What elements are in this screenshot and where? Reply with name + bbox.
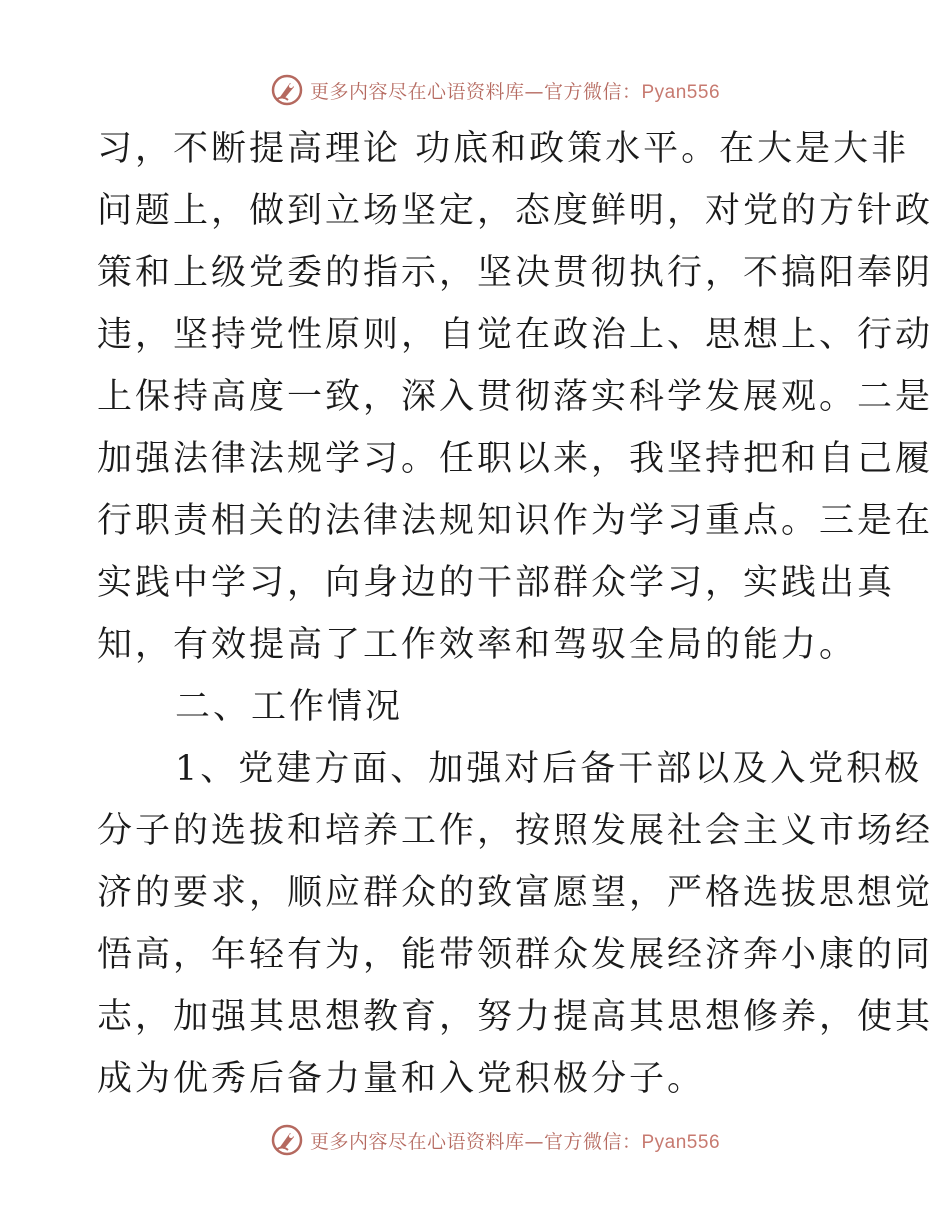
watermark-text: 更多内容尽在心语资料库—官方微信：Pyan556 [309, 1130, 721, 1153]
document-body [97, 118, 934, 1110]
header-watermark [0, 70, 950, 110]
paragraph-line: 实践中学习，向身边的干部群众学习，实践出真 [97, 563, 896, 603]
paragraph-line: 成为优秀后备力量和入党积极分子。 [97, 1059, 706, 1099]
paragraph-line: 违，坚持党性原则，自觉在政治上、思想上、行动 [97, 315, 934, 355]
paragraph-line: 济的要求，顺应群众的致富愿望，严格选拔思想觉 [97, 873, 934, 913]
paragraph-line: 上保持高度一致，深入贯彻落实科学发展观。二是 [97, 377, 934, 417]
paragraph-line: 行职责相关的法律法规知识作为学习重点。三是在 [97, 501, 934, 541]
paragraph-line: 志，加强其思想教育，努力提高其思想修养，使其 [97, 997, 934, 1037]
paragraph-line: 悟高，年轻有为，能带领群众发展经济奔小康的同 [97, 935, 934, 975]
pen-nib-seal-icon [270, 1123, 304, 1157]
paragraph-line: 习，不断提高理论 功底和政策水平。在大是大非 [97, 129, 910, 169]
pen-nib-seal-icon [270, 73, 304, 107]
paragraph-line: 问题上，做到立场坚定，态度鲜明，对党的方针政 [97, 191, 934, 231]
paragraph-line: 分子的选拔和培养工作，按照发展社会主义市场经 [97, 811, 934, 851]
paragraph-line: 策和上级党委的指示，坚决贯彻执行，不搞阳奉阴 [97, 253, 934, 293]
watermark-text: 更多内容尽在心语资料库—官方微信：Pyan556 [309, 80, 721, 103]
paragraph-line: 知，有效提高了工作效率和驾驭全局的能力。 [97, 625, 858, 665]
paragraph-line: 1、党建方面、加强对后备干部以及入党积极 [175, 749, 923, 789]
footer-watermark [0, 1120, 950, 1160]
section-heading: 二、工作情况 [175, 687, 404, 727]
paragraph-line: 加强法律法规学习。任职以来，我坚持把和自己履 [97, 439, 934, 479]
